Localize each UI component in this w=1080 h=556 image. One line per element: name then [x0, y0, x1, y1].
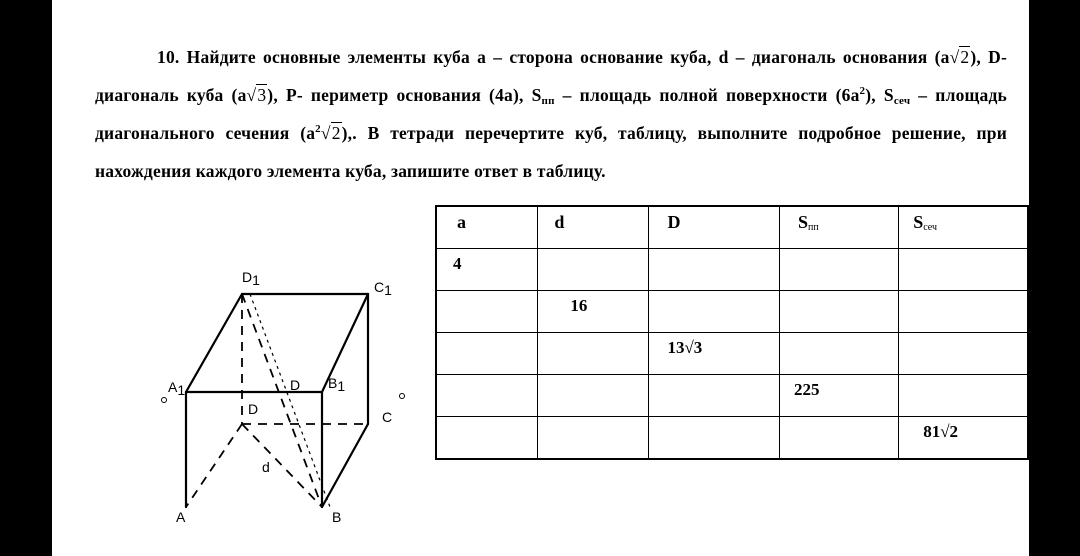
table-row [436, 333, 1028, 375]
table-cell: 16 [538, 291, 649, 333]
task-number: 10. [157, 47, 180, 67]
edge-d1a1 [186, 294, 242, 392]
table-cell [779, 291, 898, 333]
label-d1: D1 [242, 269, 260, 288]
label-d: D [248, 401, 259, 417]
table-cell [899, 291, 1028, 333]
table-cell [538, 249, 649, 291]
document-page [52, 0, 1029, 556]
header-cell: Sпп [779, 206, 898, 249]
header-cell: Sсеч [899, 206, 1028, 249]
table-cell: 225 [779, 375, 898, 417]
label-space-diagonal: D [290, 377, 301, 393]
table-cell: 4 [436, 249, 538, 291]
label-a: A [176, 509, 186, 525]
task-text: 10. Найдите основные элементы куба a – сторона основание куба, d – диагональ основания (a√2), D-диагональ куба (a√3), P- периметр основания (4a), $S_{пп}$ – площадь полной поверхности $(6a^2)$, $S_{сеч}$ – площадь диагонального сечения $(a^2√2)$,. В тетради перечертите куб, таблицу, выполните подробное решение, при нахождения каждого элемента куба, запишите ответ в таблицу. [95, 47, 1007, 181]
table-cell [538, 333, 649, 375]
label-c: C [382, 409, 393, 425]
cube-figure [102, 262, 422, 556]
header-cell: d [538, 206, 649, 249]
table-cell: 81√2 [899, 417, 1028, 460]
table-cell [649, 375, 780, 417]
hidden-edge-da [186, 424, 242, 507]
table-cell [899, 333, 1028, 375]
label-c1: C1 [374, 279, 392, 298]
table-cell [436, 333, 538, 375]
table-cell [538, 417, 649, 460]
table-row [436, 375, 1028, 417]
header-cell: D [649, 206, 780, 249]
table-cell [649, 249, 780, 291]
label-b: B [332, 509, 342, 525]
table-cell [899, 249, 1028, 291]
table-cell [779, 417, 898, 460]
table-cell [436, 291, 538, 333]
table-row [436, 417, 1028, 460]
table-cell [779, 249, 898, 291]
answer-table [435, 205, 1029, 460]
label-b1: B1 [328, 375, 346, 394]
table-row [436, 291, 1028, 333]
point-marker [400, 394, 405, 399]
label-base-diagonal: d [262, 459, 270, 475]
edge-bc [322, 424, 368, 507]
table-cell [436, 375, 538, 417]
table-cell: 13√3 [649, 333, 780, 375]
header-cell: a [436, 206, 538, 249]
label-a1: A1 [168, 379, 186, 398]
table-row [436, 249, 1028, 291]
table-cell [899, 375, 1028, 417]
table-cell [779, 333, 898, 375]
table-cell [649, 417, 780, 460]
point-marker [162, 398, 167, 403]
table-cell [436, 417, 538, 460]
table-cell [649, 291, 780, 333]
base-diagonal-db [242, 424, 322, 507]
table-header-row [436, 206, 1028, 249]
table-cell [538, 375, 649, 417]
